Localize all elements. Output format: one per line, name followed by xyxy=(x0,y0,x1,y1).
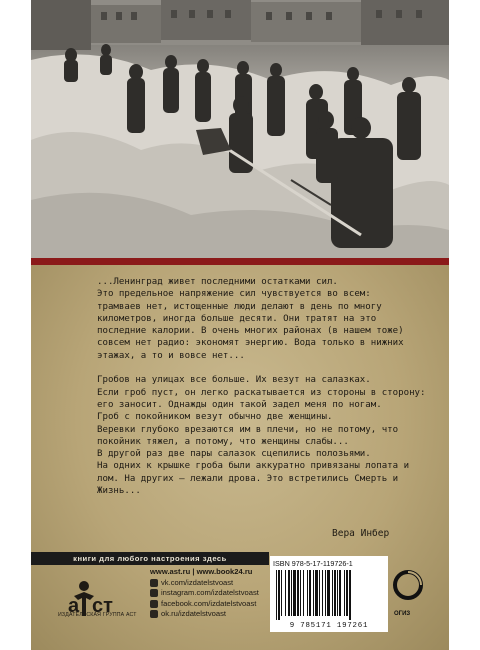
barcode-bar xyxy=(300,570,301,616)
svg-text:а: а xyxy=(68,595,80,617)
social-link-ok[interactable] xyxy=(150,609,259,620)
social-link-facebook[interactable] xyxy=(150,599,259,610)
publisher-links xyxy=(150,567,259,620)
barcode-bar xyxy=(322,570,323,616)
tagline-banner xyxy=(31,552,269,565)
quote-author: Вера Инбер xyxy=(332,528,390,539)
barcode-bar xyxy=(325,570,326,616)
isbn-text: ISBN 978-5-17-119726-1 xyxy=(273,559,353,568)
social-link-instagram[interactable] xyxy=(150,588,259,599)
quote-text: ...Ленинград живет последними остатками сил. Это предельное напряжение сил чувствуется во всем: трамваев нет, истощенные люди делают в день по многу километров, иногда больше десяти. Они тратят на это последние калории. В очень многих районах (в нашем тоже) совсем нет радио: экономят энергию. Вода только в нижних этажах, а то и вовсе нет... Гробов на улицах все больше. Их везут на салазках. Если гроб пуст, он легко раскатывается из стороны в сторону: его заносит. Однажды один такой задел меня по ногам. Гроб с покойником везут обычно две женщины. Веревки глубоко врезаются им в плечи, но не потому, что покойник тяжел, а потому, что женщины слабы... В другой раз две пары салазок сцепились полозьями. На одних к крышке гроба были аккуратно привязаны лопата и лом. На других — лежали дрова. Это встретились Смерть и Жизнь... xyxy=(97,277,426,497)
barcode-bar xyxy=(293,570,296,616)
siege-photo-drawing xyxy=(31,0,449,258)
barcode-bar xyxy=(281,570,282,616)
social-link-text: facebook.com/izdatelstvoast xyxy=(161,598,257,608)
publisher-name: ИЗДАТЕЛЬСКАЯ ГРУППА АСТ xyxy=(58,612,137,618)
svg-text:ст: ст xyxy=(92,595,113,617)
social-link-text: instagram.com/izdatelstvoast xyxy=(161,588,259,598)
social-link-text: vk.com/izdatelstvoast xyxy=(161,577,234,587)
tagline-text: книги для любого настроения здесь xyxy=(73,554,227,563)
barcode-bar xyxy=(291,570,292,616)
barcode-bar xyxy=(334,570,336,616)
barcode-bar xyxy=(315,570,318,616)
barcode-bar xyxy=(297,570,299,616)
barcode-bar xyxy=(309,570,311,616)
odnoklassniki-icon xyxy=(150,610,158,618)
barcode-bar xyxy=(276,570,277,620)
siege-photo xyxy=(31,0,449,258)
barcode-digits: 9 785171 197261 xyxy=(289,622,369,630)
barcode-bar xyxy=(339,570,341,616)
accent-bar xyxy=(31,258,449,265)
barcode-bar xyxy=(319,570,320,616)
barcode-bar xyxy=(307,570,308,616)
barcode-bar xyxy=(285,570,286,616)
website-links[interactable]: www.ast.ru | www.book24.ru xyxy=(150,567,253,576)
barcode-bar xyxy=(303,570,304,616)
barcode-bar xyxy=(327,570,330,616)
barcode-bar xyxy=(278,570,280,620)
barcode-bar xyxy=(288,570,290,616)
barcode-bar xyxy=(313,570,314,616)
barcode xyxy=(275,570,385,620)
ogiz-label: ОГИЗ xyxy=(394,611,411,617)
vk-icon xyxy=(150,579,158,587)
barcode-bar xyxy=(337,570,338,616)
barcode-bar xyxy=(349,570,351,620)
barcode-bar xyxy=(344,570,345,616)
instagram-icon xyxy=(150,589,158,597)
social-link-vk[interactable] xyxy=(150,578,259,589)
social-link-text: ok.ru/izdatelstvoast xyxy=(161,609,226,619)
facebook-icon xyxy=(150,600,158,608)
barcode-bar xyxy=(332,570,333,616)
barcode-bar xyxy=(346,570,348,616)
